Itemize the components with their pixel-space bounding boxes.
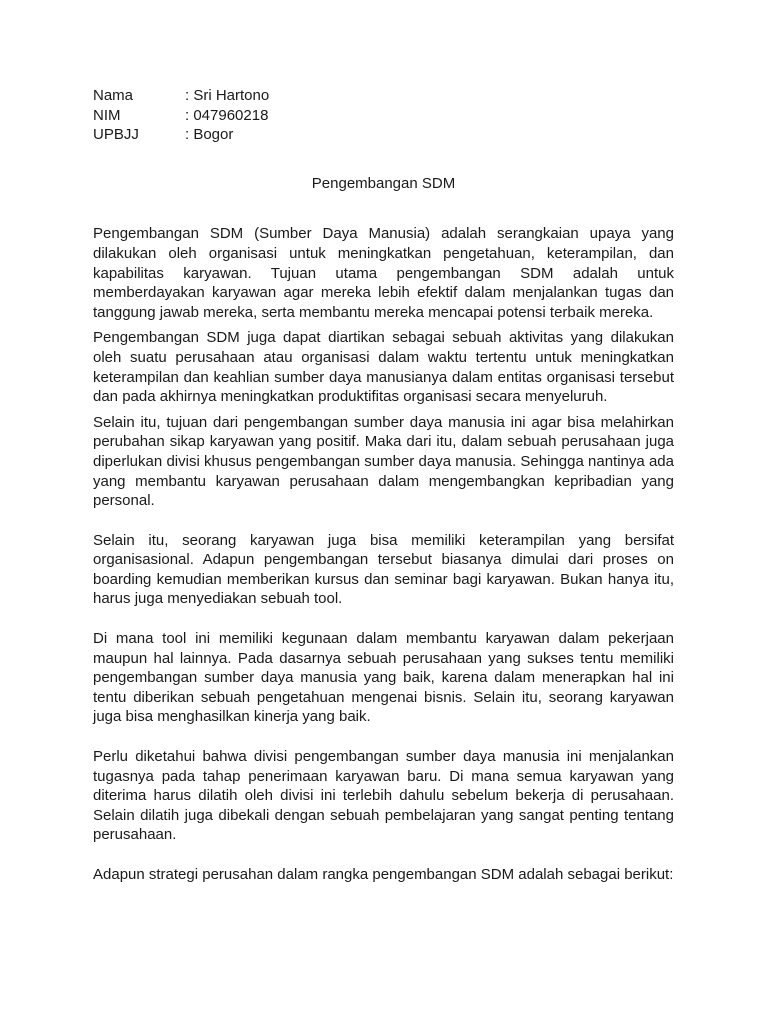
- document-body: [93, 224, 674, 884]
- info-row-nama: [93, 86, 674, 106]
- paragraph-2: Pengembangan SDM juga dapat diartikan sebagai sebuah aktivitas yang dilakukan oleh suatu perusahaan atau organisasi dalam waktu tertentu untuk meningkatkan keterampilan dan keahlian sumber daya manusianya dalam entitas organisasi tersebut dan pada akhirnya meningkatkan produktifitas organisasi secara menyeluruh.: [93, 329, 674, 406]
- info-label-upbjj: UPBJJ: [93, 126, 139, 144]
- paragraph-3: Selain itu, tujuan dari pengembangan sumber daya manusia ini agar bisa melahirkan perubahan sikap karyawan yang positif. Maka dari itu, dalam sebuah perusahaan juga diperlukan divisi khusus pengembangan sumber daya manusia. Sehingga nantinya ada yang membantu karyawan perusahaan dalam mengembangkan kepribadian yang personal.: [93, 413, 674, 510]
- info-value-nama: : Sri Hartono: [185, 87, 270, 104]
- document-title: Pengembangan SDM: [311, 174, 456, 192]
- info-row-nim: [93, 106, 674, 126]
- document-page: [93, 86, 674, 885]
- paragraph-4: Selain itu, seorang karyawan juga bisa memiliki keterampilan yang bersifat organisasional. Adapun pengembangan tersebut biasanya dimulai dari proses on boarding kemudian memberikan kursus dan seminar bagi karyawan. Bukan hanya itu, harus juga menyediakan sebuah tool.: [93, 531, 674, 608]
- paragraph-6: Perlu diketahui bahwa divisi pengembangan sumber daya manusia ini menjalankan tugasnya pada tahap penerimaan karyawan baru. Di mana semua karyawan yang diterima harus dilatih oleh divisi ini terlebih dahulu sebelum bekerja di perusahaan. Selain dilatih juga dibekali dengan sebuah pembelajaran yang sangat penting tentang perusahaan.: [93, 748, 674, 844]
- info-row-upbjj: [93, 125, 674, 145]
- paragraph-1: Pengembangan SDM (Sumber Daya Manusia) adalah serangkaian upaya yang dilakukan oleh organisasi untuk meningkatkan pengetahuan, keterampilan, dan kapabilitas karyawan. Tujuan utama pengembangan SDM adalah untuk memberdayakan karyawan agar mereka lebih efektif dalam menjalankan tugas dan tanggung jawab mereka, serta membantu mereka mencapai potensi terbaik mereka.: [93, 225, 674, 321]
- info-label-nama: Nama: [93, 87, 134, 104]
- paragraph-7: Adapun strategi perusahan dalam rangka pengembangan SDM adalah sebagai berikut:: [93, 866, 674, 883]
- info-label-nim: NIM: [93, 106, 121, 124]
- student-info: [93, 86, 674, 145]
- info-value-upbjj: : Bogor: [185, 126, 234, 144]
- paragraph-5: Di mana tool ini memiliki kegunaan dalam membantu karyawan dalam pekerjaan maupun hal lainnya. Pada dasarnya sebuah perusahaan yang sukses tentu memiliki pengembangan sumber daya manusia yang baik, karena dalam menerapkan hal ini tentu diberikan sebuah pengetahuan mengenai bisnis. Selain itu, seorang karyawan juga bisa menghasilkan kinerja yang baik.: [93, 630, 674, 726]
- info-value-nim: : 047960218: [185, 106, 269, 124]
